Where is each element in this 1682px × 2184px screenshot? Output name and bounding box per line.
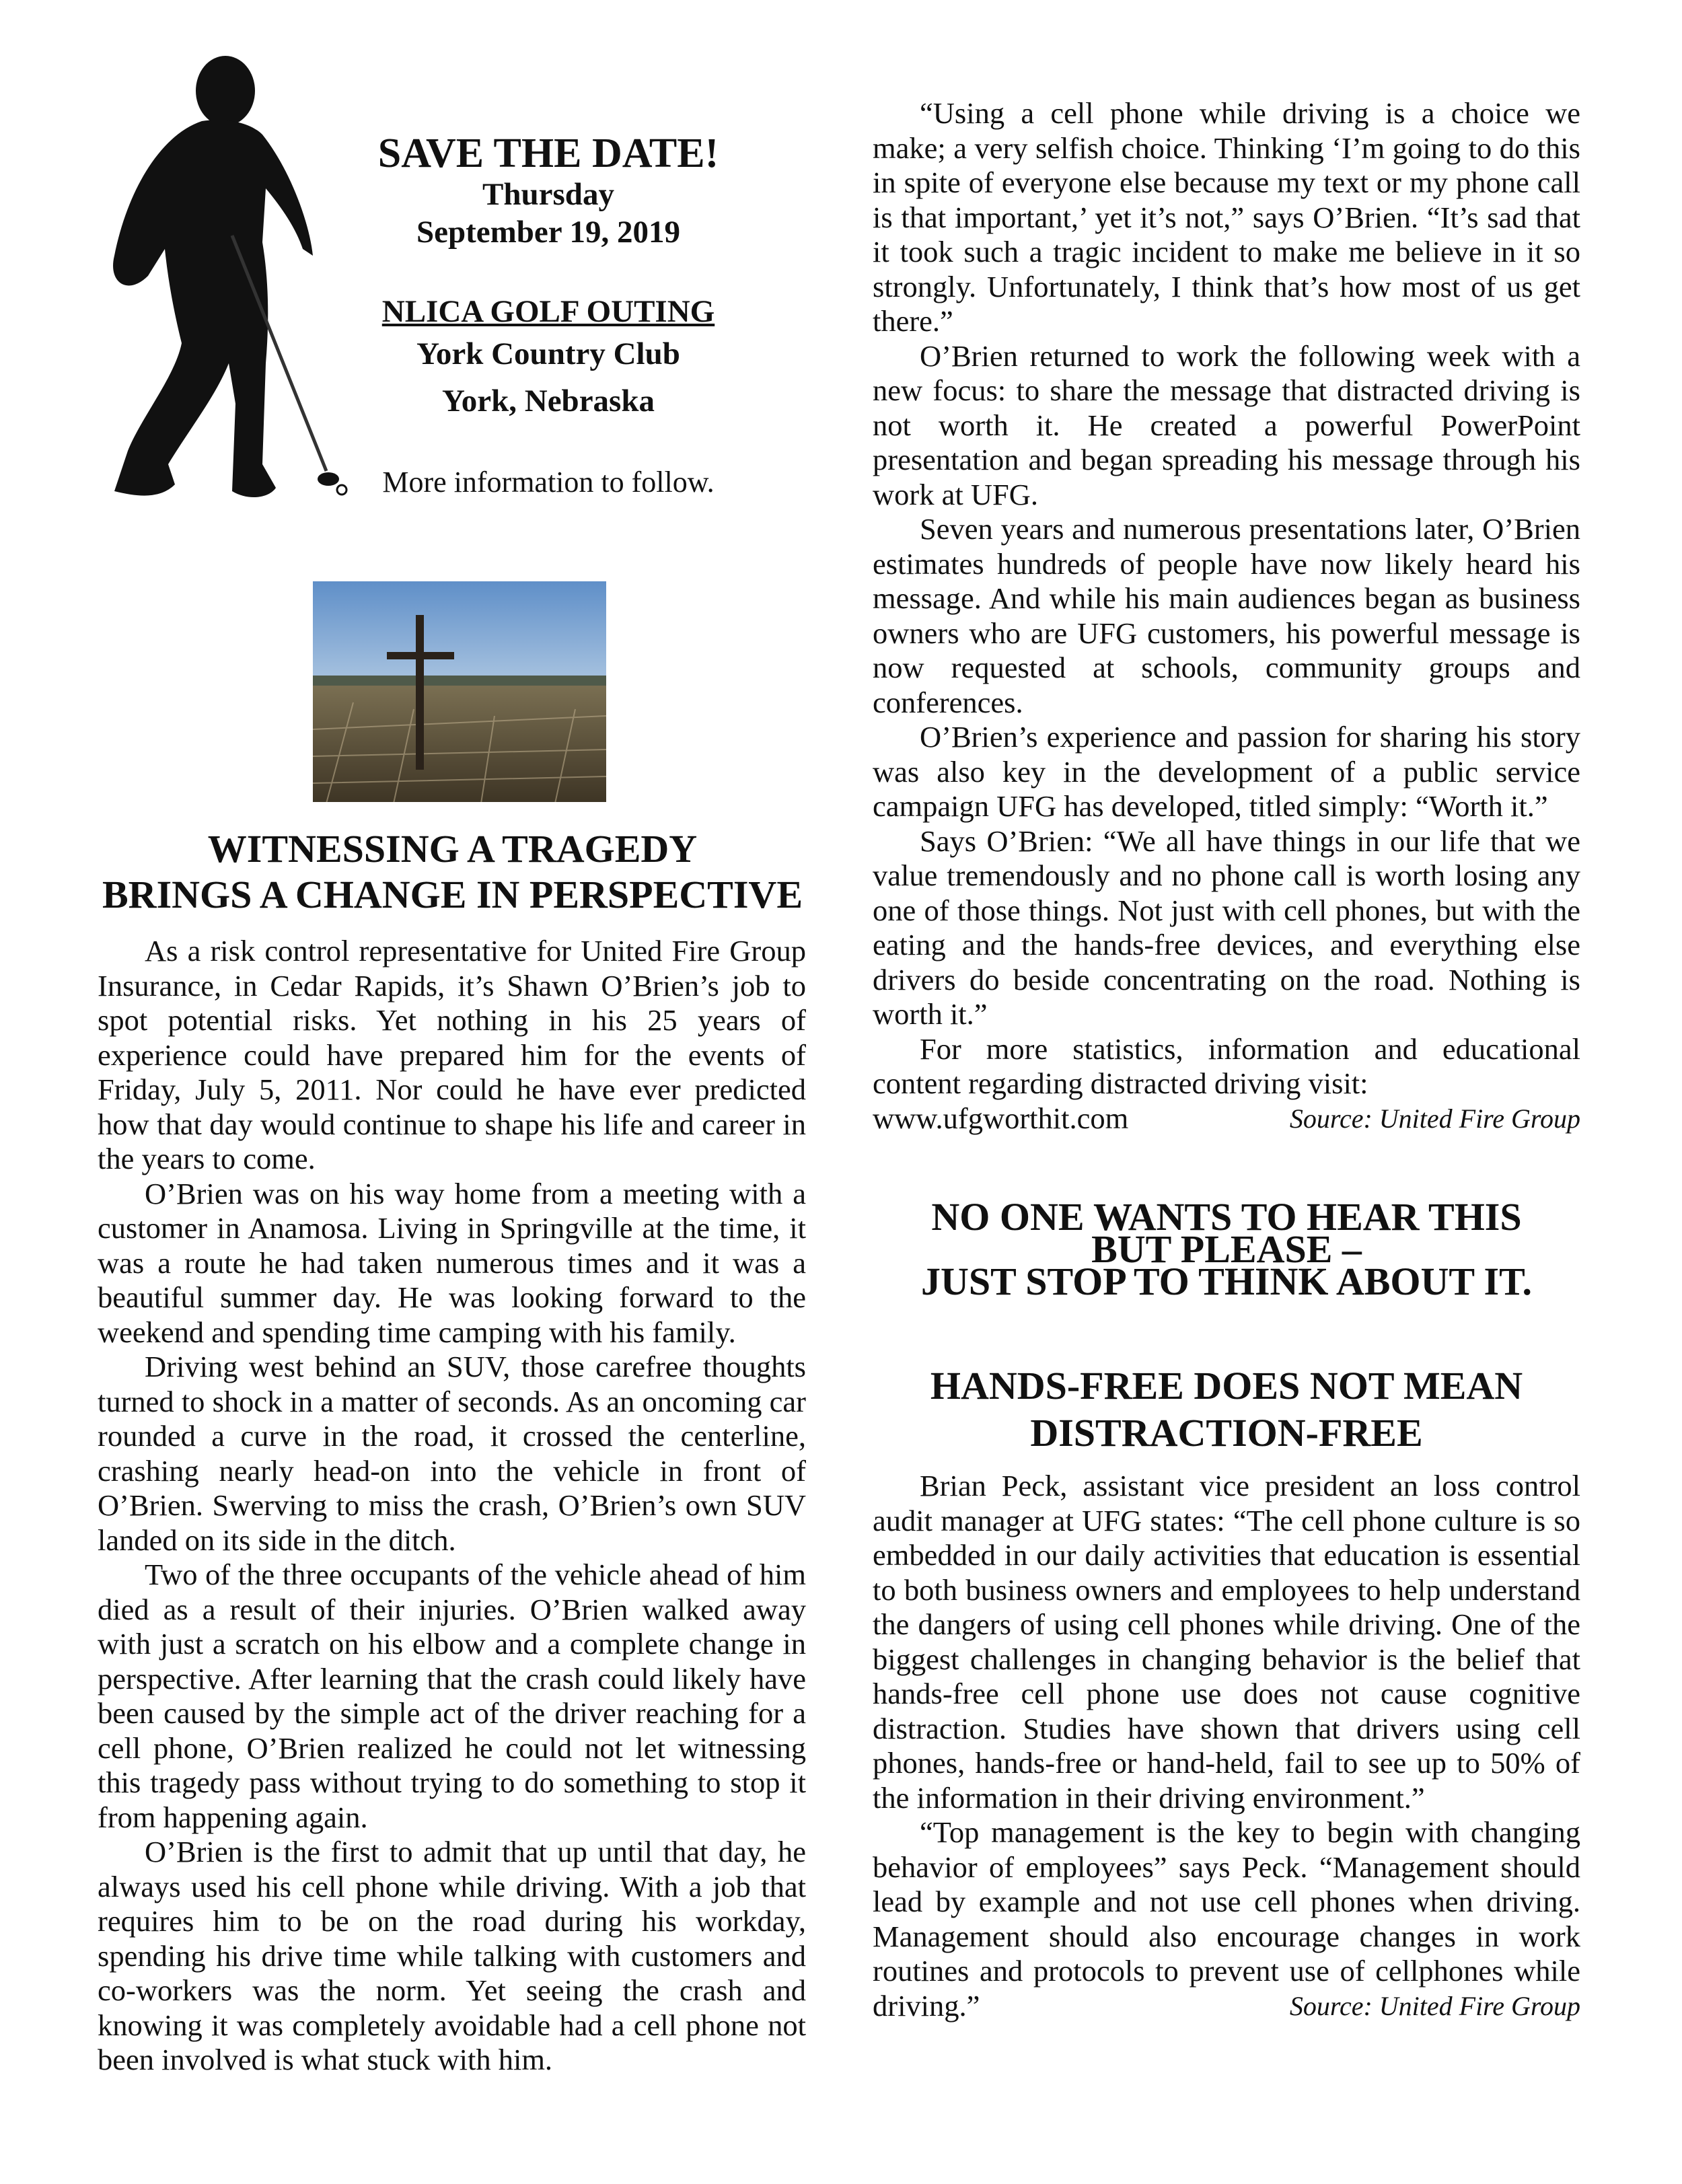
article1-paragraph: O’Brien is the first to admit that up until that day, he always used his cell phone while driving. With a job that requires him to be on the road during his workday, spending his drive time while talking with customers and co-workers was the norm. Yet seeing the crash and knowing it was completely avoidable had a cell phone not been involved is what stuck with him. — [98, 1835, 806, 2076]
article2-body — [873, 1469, 1580, 2023]
callout-line1: NO ONE WANTS TO HEAR THIS — [931, 1195, 1522, 1239]
article2-title-line2: DISTRACTION-FREE — [1030, 1411, 1423, 1455]
article1-title-line1: WITNESSING A TRAGEDY — [207, 827, 698, 871]
event-note: More information to follow. — [382, 466, 715, 499]
article1-paragraph: Two of the three occupants of the vehicle ahead of him died as a result of their injuries. O’Brien walked away with just a scratch on his elbow and a complete change in perspective. After learning that the crash could likely have been caused by the simple act of the driver reaching for a cell phone, O’Brien realized he could not let witnessing this tragedy pass without trying to do something to stop it from happening again. — [98, 1558, 806, 1834]
event-day: Thursday — [482, 177, 614, 212]
article1-column-right — [873, 96, 1580, 1136]
article2-title-line1: HANDS-FREE DOES NOT MEAN — [930, 1364, 1523, 1408]
article1-paragraph: Driving west behind an SUV, those carefree thoughts turned to shock in a matter of seconds. As an oncoming car rounded a curve in the road, it crossed the centerline, crashing nearly head-on into the vehicle in front of O’Brien. Swerving to miss the crash, O’Brien’s own SUV landed on its side in the ditch. — [98, 1350, 806, 1557]
callout-line2: BUT PLEASE – — [1091, 1227, 1362, 1271]
save-the-date-title: SAVE THE DATE! — [377, 131, 719, 176]
article2-paragraph: Brian Peck, assistant vice president an loss control audit manager at UFG states: “The cell phone culture is so embedded in our daily activities that education is essential to both business owners and employees to help understand the dangers of using cell phones while driving. One of the biggest challenges in changing behavior is the belief that hands-free cell phone use does not cause cognitive distraction. Studies have shown that drivers using cell phones, hands-free or hand-held, fail to see up to 50% of the information in their driving environment.” — [873, 1469, 1580, 1815]
article1-title-line2: BRINGS A CHANGE IN PERSPECTIVE — [102, 873, 803, 916]
save-the-date-block — [336, 131, 760, 501]
article1-closing: For more statistics, information and educational content regarding distracted driving visit: — [873, 1031, 1580, 1100]
roadside-cross-photo — [313, 581, 606, 802]
article1-paragraph: O’Brien returned to work the following week with a new focus: to share the message that distracted driving is not worth it. He created a powerful PowerPoint presentation and began spreading his message through his work at UFG. — [873, 338, 1580, 511]
article1-source: Source: United Fire Group — [1289, 1103, 1580, 1134]
article2-paragraph: “Top management is the key to begin with changing behavior of employees” says Peck. “Management should lead by example and not use cell phones when driving. Management should also encourage changes in work routines and protocols to prevent use of cellphones while driving.” — [873, 1815, 1580, 2023]
event-location: York, Nebraska — [442, 384, 655, 418]
golfer-silhouette-icon — [101, 54, 350, 525]
article1-paragraph: O’Brien was on his way home from a meeting with a customer in Anamosa. Living in Springville at the time, it was a route he had taken numerous times and it was a beautiful summer day. He was looking forward to the weekend and spending time camping with his family. — [98, 1176, 806, 1349]
callout — [873, 1195, 1580, 1303]
article1-title — [94, 826, 811, 918]
article2-title — [873, 1362, 1580, 1457]
worth-it-link[interactable]: www.ufgworthit.com — [873, 1101, 1129, 1135]
article1-paragraph: O’Brien’s experience and passion for sharing his story was also key in the development of a public service campaign UFG has developed, titled simply: “Worth it.” — [873, 720, 1580, 823]
article2-source: Source: United Fire Group — [1289, 1990, 1580, 2021]
article1-column-left — [98, 934, 806, 2078]
callout-line3: JUST STOP TO THINK ABOUT IT. — [920, 1260, 1532, 1303]
event-date: September 19, 2019 — [416, 215, 681, 250]
article1-paragraph: Seven years and numerous presentations later, O’Brien estimates hundreds of people have now likely heard his message. And while his main audiences began as business owners who are UFG customers, his powerful message is now requested at schools, community groups and conferences. — [873, 512, 1580, 719]
article1-paragraph: Says O’Brien: “We all have things in our life that we value tremendously and no phone call is worth losing any one of those things. Not just with cell phones, but with the eating and the hands-free devices, and everything else drivers do beside concentrating on the road. Nothing is worth it.” — [873, 824, 1580, 1031]
event-name: NLICA GOLF OUTING — [381, 294, 715, 329]
article1-paragraph: As a risk control representative for United Fire Group Insurance, in Cedar Rapids, it’s Shawn O’Brien’s job to spot potential risks. Yet nothing in his 25 years of experience could have prepared him for the events of Friday, July 5, 2011. Nor could he have ever predicted how that day would continue to shape his life and career in the years to come. — [98, 934, 806, 1175]
event-venue: York Country Club — [416, 336, 680, 371]
article1-paragraph: “Using a cell phone while driving is a choice we make; a very selfish choice. Thinking ‘I’m going to do this in spite of everyone else because my text or my phone call is that important,’ yet it’s not,” says O’Brien. “It’s sad that it took such a tragic incident to make me believe in it so strongly. Unfortunately, I think that’s how most of us get there.” — [873, 96, 1580, 338]
